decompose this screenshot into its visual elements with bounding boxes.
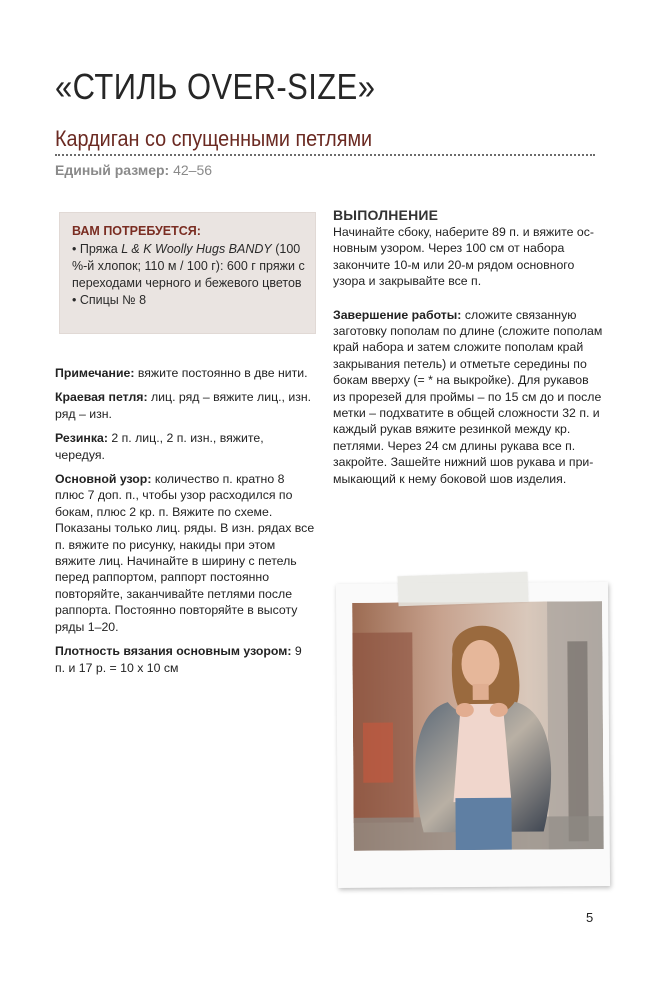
note-label: Резинка: (55, 431, 108, 446)
finish-label: Завершение работы: (333, 307, 462, 322)
materials-title: ВАМ ПОТРЕБУЕТСЯ: (72, 224, 201, 238)
finish-paragraph (333, 307, 603, 487)
note-text: лиц. ряд – вяжите лиц., изн. ряд – изн. (55, 390, 312, 421)
page-number: 5 (586, 910, 594, 925)
note-label: Краевая петля: (55, 390, 148, 405)
materials-needles: • Спицы № 8 (72, 293, 147, 307)
note-text: количество п. кратно 8 плюс 7 доп. п., чтобы узор расходился по бокам, плюс 2 кр. п. Вяжите по схеме. Показаны только лиц. ряды. В изн. рядах все п. вяжите по рисунку, накиды при этом вяжите лиц. Начинайте в ширину с петель перед раппортом, раппорт постоянно повторяйте, заканчивайте петлями после раппорта. Постоянно повторяйте в высоту ряды 1–20. (55, 472, 315, 634)
model-photo-illustration (352, 601, 604, 851)
yarn-details: (100 %-й хлопок; 110 м / 100 г): 600 г пряжи с переходами черного и бежевого цветов (72, 242, 305, 290)
note-label: Основной узор: (55, 472, 152, 487)
model-photo (352, 601, 604, 851)
size-line (55, 162, 212, 178)
note-paragraph (55, 643, 315, 676)
note-label: Примечание: (55, 366, 135, 380)
dotted-divider (55, 154, 595, 156)
note-paragraph (55, 471, 315, 635)
photo-tape (398, 572, 529, 607)
size-label: Единый размер: (55, 162, 170, 178)
execution-heading: ВЫПОЛНЕНИЕ (333, 207, 439, 223)
notes-column (55, 365, 315, 684)
note-text: вяжите постоянно в две нити. (137, 366, 308, 380)
yarn-prefix: • Пряжа (72, 242, 118, 256)
execution-text: Начинайте сбоку, наберите 89 п. и вяжите основным узором. Через 100 см от набора закончите 10-м или 20-м рядом основного узора и закрывайте все п. (333, 225, 594, 289)
page-title: «СТИЛЬ OVER-SIZE» (55, 66, 376, 107)
materials-box (60, 213, 315, 333)
size-value: 42–56 (173, 162, 213, 178)
note-text: 9 п. и 17 р. = 10 х 10 см (55, 644, 302, 675)
finish-text: сложите связанную заготовку пополам по длине (сложите пополам край набора и затем сложите пополам край закрывания петель) и отметьте середины по бокам вверху (= * на выкройке). Для рукавов из прорезей для проймы – по 15 см до и после метки – подхватите в общей сложности 32 п. и каждый рукав вяжите резинкой между кр. петлями. Через 24 см длины рукава все п. закройте. Зашейте нижний шов рукава и примыкающий к нему боковой шов изделия. (333, 307, 603, 486)
note-paragraph (55, 389, 315, 422)
polaroid-photo-frame (336, 582, 610, 888)
note-text: 2 п. лиц., 2 п. изн., вяжите, чередуя. (55, 431, 264, 462)
note-paragraph (55, 365, 315, 381)
note-paragraph (55, 430, 315, 463)
note-label: Плотность вязания основным узором: (55, 644, 292, 659)
pattern-title: Кардиган со спущенными петлями (55, 126, 373, 151)
materials-yarn (72, 241, 307, 292)
execution-column (333, 207, 603, 487)
yarn-brand: L & K Woolly Hugs BANDY (121, 242, 272, 256)
